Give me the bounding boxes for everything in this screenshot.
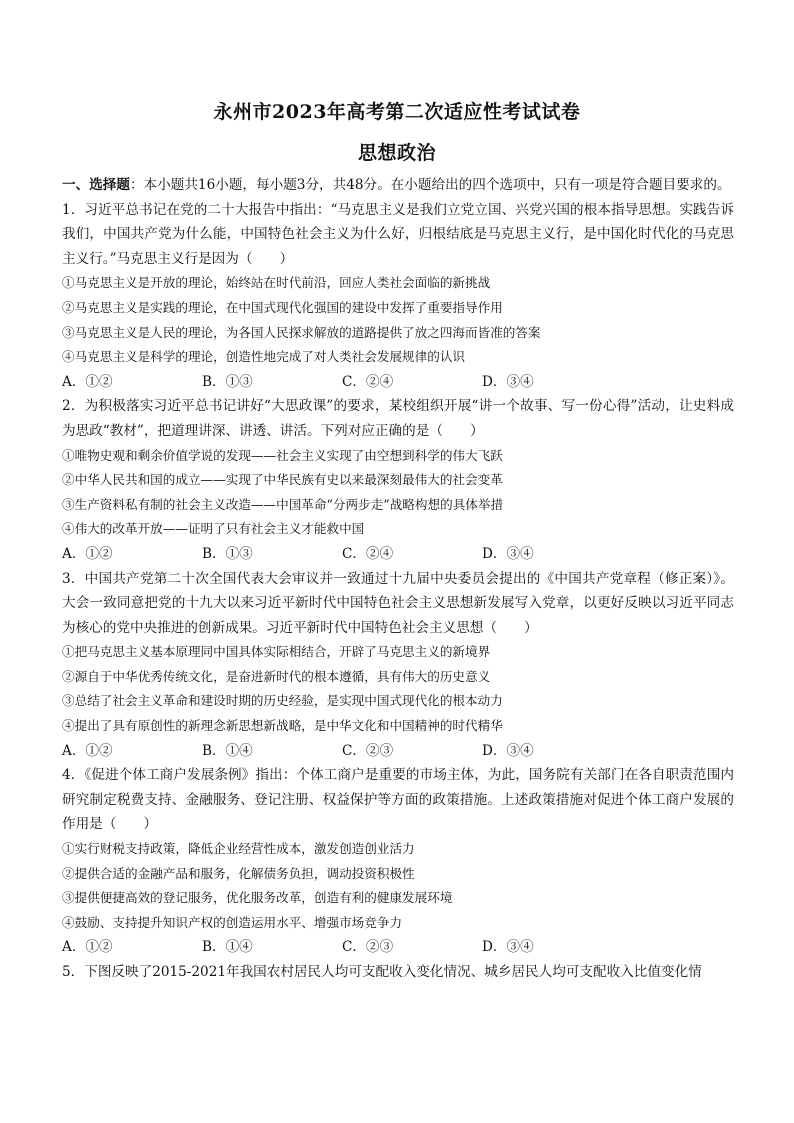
question-1-stem: 1．习近平总书记在党的二十大报告中指出：“马克思主义是我们立党立国、兴党兴国的根本指导思想。实践告诉我们，中国共产党为什么能，中国特色社会主义为什么好，归根结底是马克思主义行，是中国化时代化的马克思主义行。”马克思主义行是因为（ ） xyxy=(62,201,734,267)
exam-body xyxy=(62,173,734,985)
question-4-option-1: ①实行财税支持政策，降低企业经营性成本，激发创造创业活力 xyxy=(62,841,415,857)
question-2-option-4: ④伟大的改革开放——证明了只有社会主义才能救中国 xyxy=(62,521,365,537)
choice-b: B．①③ xyxy=(202,545,253,562)
choice-a: A．①② xyxy=(62,939,113,956)
choice-d: D．③④ xyxy=(482,373,534,390)
choice-a: A．①② xyxy=(62,742,113,759)
choice-d: D．③④ xyxy=(482,545,534,562)
question-3-option-2: ②源自于中华优秀传统文化，是奋进新时代的根本遵循，具有伟大的历史意义 xyxy=(62,668,491,684)
question-4-option-4: ④鼓励、支持提升知识产权的创造运用水平、增强市场竞争力 xyxy=(62,914,403,930)
section-label: 一、选择题 xyxy=(62,177,130,193)
question-2-option-2: ②中华人民共和国的成立——实现了中华民族有史以来最深刻最伟大的社会变革 xyxy=(62,472,503,488)
choice-c: C．②③ xyxy=(342,742,394,759)
section-text: ：本小题共16小题，每小题3分，共48分。在小题给出的四个选项中，只有一项是符合题目要求的。 xyxy=(129,177,731,193)
question-2-stem: 2．为积极落实习近平总书记讲好“大思政课”的要求，某校组织开展“讲一个故事、写一份心得”活动，让史料成为思政“教材”，把道理讲深、讲透、讲活。下列对应正确的是（ ） xyxy=(62,398,734,439)
question-5-stem: 5．下图反映了2015-2021年我国农村居民人均可支配收入变化情况、城乡居民人均可支配收入比值变化情 xyxy=(62,964,702,980)
choice-c: C．②③ xyxy=(342,939,394,956)
question-2-option-1: ①唯物史观和剩余价值学说的发现——社会主义实现了由空想到科学的伟大飞跃 xyxy=(62,447,503,463)
question-1-option-3: ③马克思主义是人民的理论，为各国人民探求解放的道路提供了放之四海而皆准的答案 xyxy=(62,324,541,340)
choice-b: B．①④ xyxy=(202,939,253,956)
choice-a: A．①② xyxy=(62,373,113,390)
question-1-option-4: ④马克思主义是科学的理论，创造性地完成了对人类社会发展规律的认识 xyxy=(62,349,465,365)
choice-c: C．②④ xyxy=(342,373,394,390)
choice-c: C．②④ xyxy=(342,545,394,562)
question-1-option-2: ②马克思主义是实践的理论，在中国式现代化强国的建设中发挥了重要指导作用 xyxy=(62,299,503,315)
question-2-option-3: ③生产资料私有制的社会主义改造——中国革命“分两步走”战略构想的具体举措 xyxy=(62,496,504,512)
question-3-option-3: ③总结了社会主义革命和建设时期的历史经验，是实现中国式现代化的根本动力 xyxy=(62,693,503,709)
section-instructions xyxy=(62,173,734,198)
question-3-option-1: ①把马克思主义基本原理同中国具体实际相结合，开辟了马克思主义的新境界 xyxy=(62,644,491,660)
question-3-stem: 3．中国共产党第二十次全国代表大会审议并一致通过十九届中央委员会提出的《中国共产党章程（修正案）》。大会一致同意把党的十九大以来习近平新时代中国特色社会主义思想新发展写入党章，以更好反映以习近平同志为核心的党中央推进的创新成果。习近平新时代中国特色社会主义思想（ ） xyxy=(62,570,734,636)
question-1-choices xyxy=(62,370,734,395)
question-4-option-2: ②提供合适的金融产品和服务，化解债务负担，调动投资积极性 xyxy=(62,865,415,881)
choice-b: B．①④ xyxy=(202,742,253,759)
choice-d: D．③④ xyxy=(482,939,534,956)
subject-title: 思想政治 xyxy=(357,142,436,164)
question-2-choices xyxy=(62,542,734,567)
question-4-choices xyxy=(62,935,734,960)
question-1-option-1: ①马克思主义是开放的理论，始终站在时代前沿，回应人类社会面临的新挑战 xyxy=(62,275,491,291)
exam-title: 永州市2023年高考第二次适应性考试试卷 xyxy=(213,101,581,123)
question-4-stem: 4．《促进个体工商户发展条例》指出：个体工商户是重要的市场主体，为此，国务院有关部门在各自职责范围内研究制定税费支持、金融服务、登记注册、权益保护等方面的政策措施。上述政策措施对促进个体工商户发展的作用是（ ） xyxy=(62,767,734,833)
question-3-option-4: ④提出了具有原创性的新理念新思想新战略，是中华文化和中国精神的时代精华 xyxy=(62,718,503,734)
question-4-option-3: ③提供便捷高效的登记服务，优化服务改革，创造有利的健康发展环境 xyxy=(62,890,453,906)
question-3-choices xyxy=(62,739,734,764)
choice-b: B．①③ xyxy=(202,373,253,390)
choice-d: D．③④ xyxy=(482,742,534,759)
choice-a: A．①② xyxy=(62,545,113,562)
